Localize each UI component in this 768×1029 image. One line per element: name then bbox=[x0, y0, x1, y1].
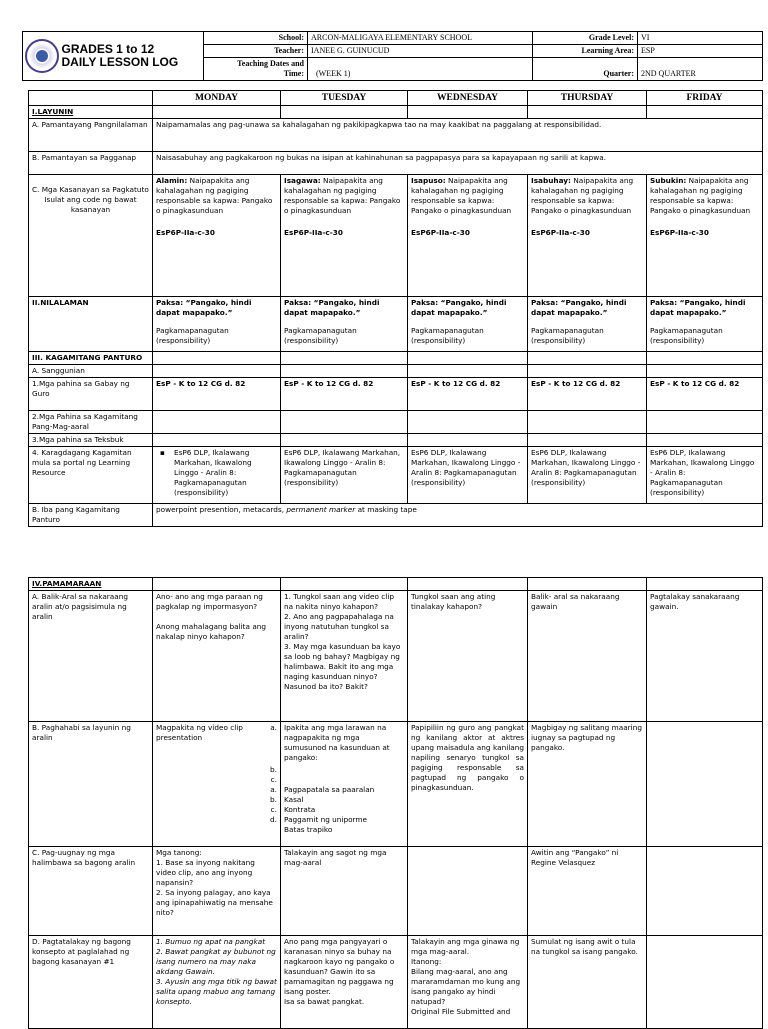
pagtatalakay-tue-2: Isa sa bawat pangkat. bbox=[284, 997, 365, 1006]
pagtatalakay-monday bbox=[153, 936, 281, 1029]
paghahabi-wednesday: Papipiliin ng guro ang pangkat ng kanilang aktor at aktres upang maisadula ang kanilang napiling senaryo tungkol sa pagiging responsable sa pagtupad ng pangako o pinagkasunduan. bbox=[408, 722, 528, 847]
lesson-table-part-2 bbox=[28, 577, 763, 1029]
pagtatalakay-wed-4: Original File Submitted and bbox=[411, 1007, 511, 1016]
pagtatalakay-wednesday bbox=[408, 936, 528, 1029]
pag-uugnay-monday bbox=[153, 847, 281, 936]
pagtatalakay-wed-1: Talakayin ang mga ginawa ng mga mag-aaral. bbox=[411, 937, 520, 956]
kasanayan-text: Naipapakita ang kahalagahan ng pagiging responsable sa kapwa: Pangako o pinagkasunduan bbox=[531, 176, 634, 215]
nilalaman-friday bbox=[647, 297, 763, 352]
kasanayan-code: EsP6P-IIa-c-30 bbox=[156, 228, 215, 237]
kasanayan-wednesday bbox=[408, 175, 528, 297]
pagtatalakay-mon-1: 1. Bumuo ng apat na pangkat bbox=[156, 937, 266, 946]
nilalaman-monday bbox=[153, 297, 281, 352]
quarter-label: Quarter: bbox=[533, 58, 638, 81]
day-header-friday: FRIDAY bbox=[647, 91, 763, 106]
bullet-icon: ▪ bbox=[160, 448, 165, 457]
list-mark: a. bbox=[270, 723, 277, 732]
balik-aral-tue-3: 3. May mga kasunduan ba kayo sa loob ng bahay? Magbigay ng halimbawa. Bakit ito ang mga naging kasunduan ninyo? Nasunod ba ito? Bakit? bbox=[284, 642, 401, 691]
pag-uugnay-thursday: Awitin ang “Pangako” ni Regine Velasquez bbox=[528, 847, 647, 936]
corner-cell bbox=[29, 91, 153, 106]
row-label-pagtatalakay: D. Pagtatalakay ng bagong konsepto at paglalahad ng bagong kasanayan #1 bbox=[29, 936, 153, 1029]
deped-seal-icon bbox=[25, 39, 59, 73]
gabay-thursday: EsP - K to 12 CG d. 82 bbox=[528, 378, 647, 411]
dates-label-line-2: Time: bbox=[283, 69, 304, 78]
quarter-value: 2ND QUARTER bbox=[638, 58, 763, 81]
paksa-text: Paksa: “Pangako, hindi dapat mapapako.” bbox=[284, 298, 380, 317]
paghahabi-mon-text: Magpakita ng video clip presentation bbox=[156, 723, 243, 742]
karagdagan-tuesday: EsP6 DLP, Ikalawang Markahan, Ikawalong Linggo - Aralin 8: Pagkamapanagutan (responsibility) bbox=[281, 447, 408, 504]
kasanayan-head: Isabuhay: bbox=[531, 176, 571, 185]
kasanayan-code: EsP6P-IIa-c-30 bbox=[650, 228, 709, 237]
pagtatalakay-wed-3: Bilang mag-aaral, ano ang mararamdaman mo kung ang isang pangako ay hindi natupad? bbox=[411, 967, 521, 1006]
title-line-1: GRADES 1 to 12 bbox=[61, 42, 155, 56]
balik-aral-thursday: Balik- aral sa nakaraang gawain bbox=[528, 591, 647, 722]
kasanayan-thursday bbox=[528, 175, 647, 297]
gabay-wednesday: EsP - K to 12 CG d. 82 bbox=[408, 378, 528, 411]
kasanayan-text: Naipapakita ang kahalagahan ng pagiging responsable sa kapwa: Pangako o pinagkasunduan bbox=[284, 176, 401, 215]
bullet-item bbox=[156, 448, 277, 498]
list-mark: c. bbox=[270, 775, 277, 784]
row-label-teksbuk: 3.Mga pahina sa Teksbuk bbox=[29, 434, 153, 447]
paghahabi-tue-intro: Ipakita ang mga larawan na nagpapakita ng mga sumusunod na kasunduan at pangako: bbox=[284, 723, 390, 762]
row-label-sanggunian: A. Sanggunian bbox=[29, 365, 153, 378]
row-label-iba-pang-kagamitan: B. Iba pang Kagamitang Panturo bbox=[29, 504, 153, 527]
balik-aral-tue-2: 2. Ano ang pagpapahalaga na inyong natutuhan tungkol sa aralin? bbox=[284, 612, 394, 641]
kasanayan-text: Naipapakita ang kahalagahan ng pagiging responsable sa kapwa: Pangako o pinagkasunduan bbox=[411, 176, 512, 215]
dates-label bbox=[204, 58, 308, 81]
pagtatalakay-mon-2: 2. Bawat pangkat ay bubunot ng isang numero na may naka akdang Gawain. bbox=[156, 947, 276, 976]
pagtatalakay-friday bbox=[647, 936, 763, 1029]
kasanayan-text: Naipapakita ang kahalagahan ng pagiging responsable sa kapwa: Pangako o pinagkasunduan bbox=[156, 176, 273, 215]
karagdagan-wednesday: EsP6 DLP, Ikalawang Markahan, Ikawalong Linggo - Aralin 8: Pagkamapanagutan (responsibility) bbox=[408, 447, 528, 504]
section-pamamaraan: IV.PAMAMARAAN bbox=[29, 578, 153, 591]
list-mark: a. bbox=[270, 785, 277, 794]
gabay-friday: EsP - K to 12 CG d. 82 bbox=[647, 378, 763, 411]
school-value: ARCON-MALIGAYA ELEMENTARY SCHOOL bbox=[308, 32, 533, 45]
teacher-value: IANEE G. GUINUCUD bbox=[308, 45, 533, 58]
paghahabi-marks bbox=[156, 765, 277, 825]
karagdagan-text: EsP6 DLP, Ikalawang Markahan, Ikawalong Linggo - Aralin 8: Pagkamapanagutan (responsibility) bbox=[174, 448, 252, 497]
kasanayan-monday bbox=[153, 175, 281, 297]
gabay-tuesday: EsP - K to 12 CG d. 82 bbox=[281, 378, 408, 411]
pagtatalakay-mon-3: 3. Ayusin ang mga titik ng bawat salita upang mabuo ang tamang konsepto. bbox=[156, 977, 277, 1006]
area-value: ESP bbox=[638, 45, 763, 58]
dates-label-line-1: Teaching Dates and bbox=[237, 59, 304, 68]
day-header-thursday: THURSDAY bbox=[528, 91, 647, 106]
pag-uugnay-friday bbox=[647, 847, 763, 936]
paghahabi-monday bbox=[153, 722, 281, 847]
pagtatalakay-wed-2: Itanong: bbox=[411, 957, 442, 966]
area-label: Learning Area: bbox=[533, 45, 638, 58]
kasanayan-head: Subukin: bbox=[650, 176, 687, 185]
paksa-text: Paksa: “Pangako, hindi dapat mapapako.” bbox=[650, 298, 746, 317]
karagdagan-friday: EsP6 DLP, Ikalawang Markahan, Ikawalong Linggo - Aralin 8: Pagkamapanagutan (responsibility) bbox=[647, 447, 763, 504]
pagtatalakay-thursday: Sumulat ng isang awit o tula na tungkol sa isang pangako. bbox=[528, 936, 647, 1029]
row-label-kagamitang-pang-mag-aaral: 2.Mga Pahina sa Kagamitang Pang-Mag-aaral bbox=[29, 411, 153, 434]
kasanayan-code: EsP6P-IIa-c-30 bbox=[531, 228, 590, 237]
balik-aral-friday: Pagtalakay sanakaraang gawain. bbox=[647, 591, 763, 722]
section-layunin: I.LAYUNIN bbox=[29, 106, 153, 119]
kasanayan-code: EsP6P-IIa-c-30 bbox=[284, 228, 343, 237]
balik-aral-tue-1: 1. Tungkol saan ang video clip na nakita ninyo kahapon? bbox=[284, 592, 394, 611]
balik-aral-mon-2: Anong mahalagang balita ang nakalap ninyo kahapon? bbox=[156, 622, 267, 641]
paksa-sub: Pagkamapanagutan (responsibility) bbox=[284, 326, 357, 345]
list-mark: b. bbox=[270, 795, 277, 804]
pag-uugnay-mon-1: Mga tanong: bbox=[156, 848, 202, 857]
kasanayan-code: EsP6P-IIa-c-30 bbox=[411, 228, 470, 237]
kasanayan-label-1: C. Mga Kasanayan sa Pagkatuto bbox=[32, 185, 149, 194]
kasanayan-head: Isapuso: bbox=[411, 176, 446, 185]
row-label-pamantayang-pangnilalaman: A. Pamantayang Pangnilalaman bbox=[29, 119, 153, 152]
gabay-monday: EsP - K to 12 CG d. 82 bbox=[153, 378, 281, 411]
paksa-sub: Pagkamapanagutan (responsibility) bbox=[156, 326, 229, 345]
paksa-sub: Pagkamapanagutan (responsibility) bbox=[411, 326, 484, 345]
balik-aral-monday bbox=[153, 591, 281, 722]
kasanayan-text: Naipapakita ang kahalagahan ng pagiging responsable sa kapwa: Pangako o pinagkasunduan bbox=[650, 176, 751, 215]
karagdagan-thursday: EsP6 DLP, Ikalawang Markahan, Ikawalong Linggo - Aralin 8: Pagkamapanagutan (responsibility) bbox=[528, 447, 647, 504]
title-line-2: DAILY LESSON LOG bbox=[61, 55, 179, 69]
list-mark: c. bbox=[270, 805, 277, 814]
nilalaman-thursday bbox=[528, 297, 647, 352]
kasanayan-head: Isagawa: bbox=[284, 176, 321, 185]
nilalaman-wednesday bbox=[408, 297, 528, 352]
row-label-pag-uugnay: C. Pag-uugnay ng mga halimbawa sa bagong aralin bbox=[29, 847, 153, 936]
nilalaman-tuesday bbox=[281, 297, 408, 352]
day-header-wednesday: WEDNESDAY bbox=[408, 91, 528, 106]
header-table bbox=[22, 31, 763, 81]
balik-aral-mon-1: Ano- ano ang mga paraan ng pagkalap ng impormasyon? bbox=[156, 592, 263, 611]
list-item: Batas trapiko bbox=[284, 825, 333, 834]
school-label: School: bbox=[204, 32, 308, 45]
paksa-text: Paksa: “Pangako, hindi dapat mapapako.” bbox=[156, 298, 252, 317]
row-label-paghahabi: B. Paghahabi sa layunin ng aralin bbox=[29, 722, 153, 847]
section-nilalaman: II.NILALAMAN bbox=[29, 297, 153, 352]
paghahabi-tue-list bbox=[284, 785, 404, 835]
balik-aral-tuesday bbox=[281, 591, 408, 722]
list-item: Paggamit ng uniporme bbox=[284, 815, 368, 824]
pagtatalakay-tue-1: Ano pang mga pangyayari o karanasan ninyo sa buhay na nagkaroon kayo ng pangako o kasunduan? Gawin ito sa pamamagitan ng paggawa ng isang poster. bbox=[284, 937, 395, 996]
teacher-label: Teacher: bbox=[204, 45, 308, 58]
row-label-balik-aral: A. Balik-Aral sa nakaraang aralin at/o pagsisimula ng aralin bbox=[29, 591, 153, 722]
grade-value: VI bbox=[638, 32, 763, 45]
list-item: Pagpapatala sa paaralan bbox=[284, 785, 375, 794]
paghahabi-tuesday bbox=[281, 722, 408, 847]
row-label-kasanayan bbox=[29, 175, 153, 297]
paghahabi-friday bbox=[647, 722, 763, 847]
pamantayan-sa-pagganap-text: Naisasabuhay ang pagkakaroon ng bukas na isipan at kahinahunan sa pagpapasya para sa kapayapaan ng sarili at kapwa. bbox=[153, 152, 763, 175]
list-item: Kontrata bbox=[284, 805, 316, 814]
grade-label: Grade Level: bbox=[533, 32, 638, 45]
row-label-gabay-ng-guro: 1.Mga pahina sa Gabay ng Guro bbox=[29, 378, 153, 411]
paksa-text: Paksa: “Pangako, hindi dapat mapapako.” bbox=[411, 298, 507, 317]
week-value: (WEEK 1) bbox=[308, 58, 533, 81]
kasanayan-head: Alamin: bbox=[156, 176, 188, 185]
paksa-text: Paksa: “Pangako, hindi dapat mapapako.” bbox=[531, 298, 627, 317]
kasanayan-friday bbox=[647, 175, 763, 297]
pag-uugnay-wednesday bbox=[408, 847, 528, 936]
iba-pang-kagamitan-text: powerpoint presention, metacards, permanent marker at masking tape bbox=[153, 504, 763, 527]
paghahabi-mon-row bbox=[156, 723, 277, 743]
karagdagan-monday bbox=[153, 447, 281, 504]
row-label-pamantayan-sa-pagganap: B. Pamantayan sa Pagganap bbox=[29, 152, 153, 175]
list-item: Kasal bbox=[284, 795, 304, 804]
kasanayan-tuesday bbox=[281, 175, 408, 297]
deped-seal-cell bbox=[23, 32, 59, 81]
paksa-sub: Pagkamapanagutan (responsibility) bbox=[531, 326, 604, 345]
title-cell bbox=[59, 32, 204, 81]
list-mark: b. bbox=[270, 765, 277, 774]
row-label-karagdagang-kagamitan: 4. Karagdagang Kagamitan mula sa portal ng Learning Resource bbox=[29, 447, 153, 504]
lesson-table-part-1 bbox=[28, 90, 763, 527]
paghahabi-thursday: Magbigay ng salitang maaring iugnay sa pagtupad ng pangako. bbox=[528, 722, 647, 847]
pag-uugnay-tuesday: Talakayin ang sagot ng mga mag-aaral bbox=[281, 847, 408, 936]
kasanayan-label-2: Isulat ang code ng bawat kasanayan bbox=[44, 195, 137, 214]
day-header-tuesday: TUESDAY bbox=[281, 91, 408, 106]
day-header-monday: MONDAY bbox=[153, 91, 281, 106]
list-mark: d. bbox=[270, 815, 277, 824]
balik-aral-wednesday: Tungkol saan ang ating tinalakay kahapon? bbox=[408, 591, 528, 722]
pag-uugnay-mon-3: 2. Sa inyong palagay, ano kaya ang ipinapahiwatig na mensahe nito? bbox=[156, 888, 273, 917]
pagtatalakay-tuesday bbox=[281, 936, 408, 1029]
paksa-sub: Pagkamapanagutan (responsibility) bbox=[650, 326, 723, 345]
pag-uugnay-mon-2: 1. Base sa inyong nakitang video clip, ano ang inyong napansin? bbox=[156, 858, 255, 887]
section-kagamitang-panturo: III. KAGAMITANG PANTURO bbox=[29, 352, 153, 365]
pamantayang-pangnilalaman-text: Naipamamalas ang pag-unawa sa kahalagahan ng pakikipagkapwa tao na may kaakibat na paggalang at responsibilidad. bbox=[153, 119, 763, 152]
